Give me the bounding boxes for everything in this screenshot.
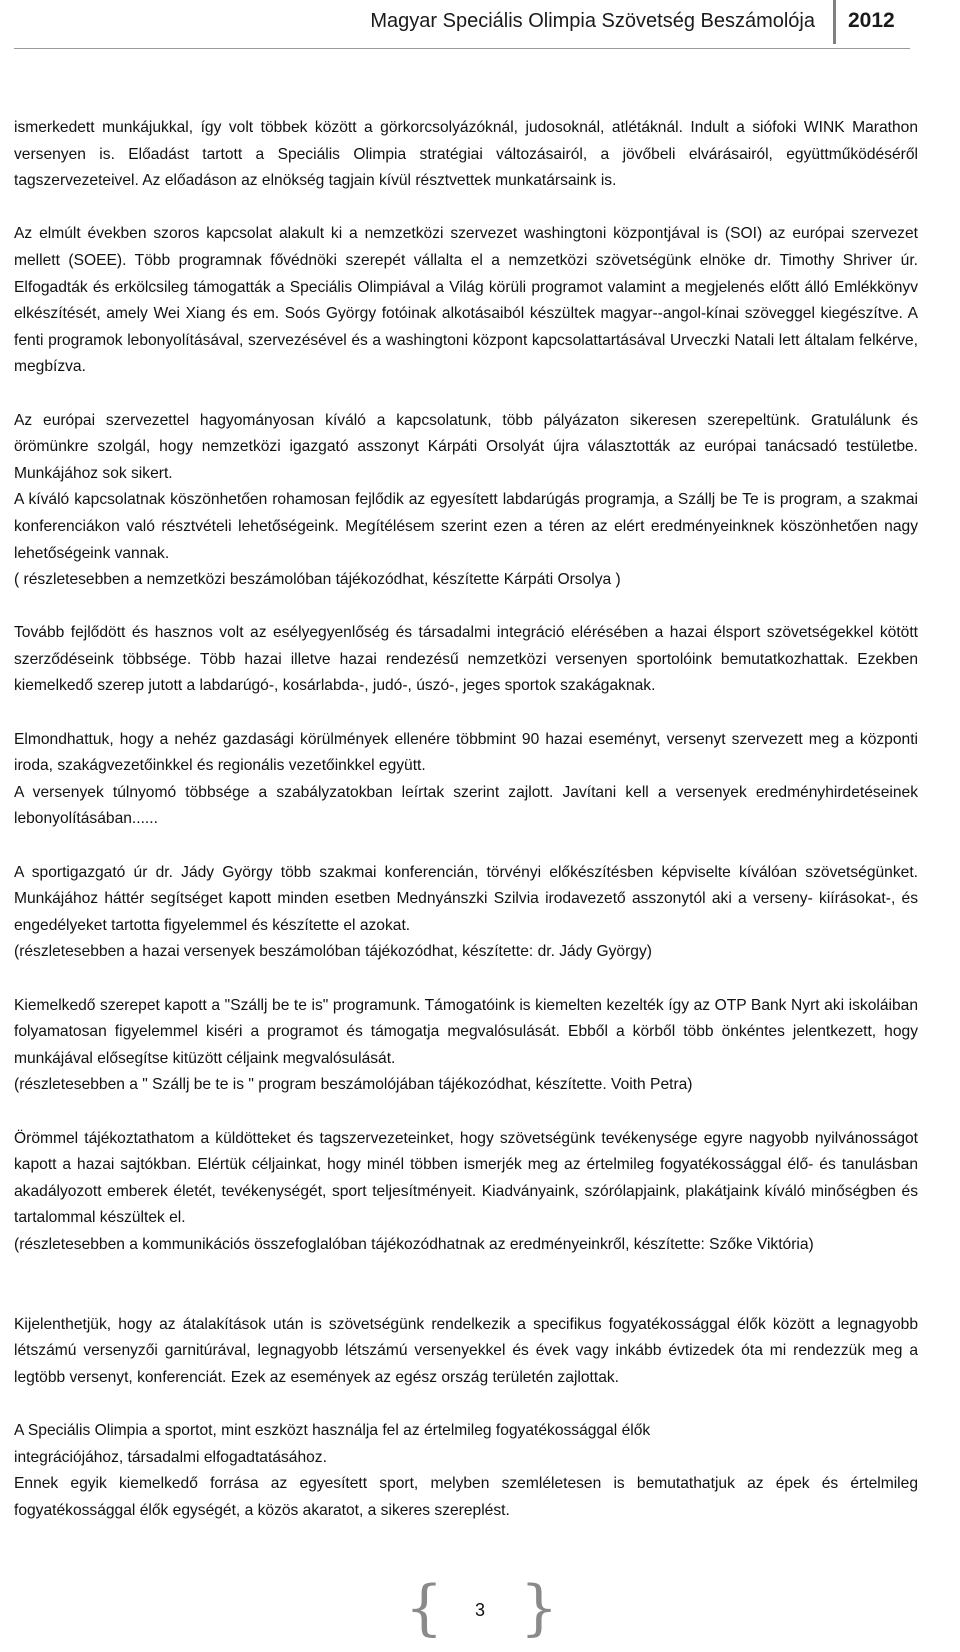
paragraph: Az európai szervezettel hagyományosan kíváló a kapcsolatunk, több pályázaton sikeresen szerepeltünk. Gratulálunk és örömünkre szolgál, hogy nemzetközi igazgató asszonyt Kárpáti Orsolyát újra választották az európai tanácsadó testületbe. Munkájához sok sikert. [14, 411, 918, 482]
right-brace-ornament: } [520, 1573, 559, 1643]
paragraph: (részletesebben a hazai versenyek beszámolóban tájékozódhat, készítette: dr. Jády György) [14, 943, 652, 961]
paragraph: Tovább fejlődött és hasznos volt az esélyegyenlőség és társadalmi integráció elérésében a hazai élsport szövetségekkel kötött szerződéseink többsége. Több hazai illetve hazai rendezésű nemzetközi versenyen sportolóink bemutatkozhattak. Ezekben kiemelkedő szerep jutott a labdarúgó-, kosárlabda-, judó-, úszó-, jeges sportok szakágaknak. [14, 624, 918, 695]
paragraph: Kiemelkedő szerepet kapott a "Szállj be te is" programunk. Támogatóink is kiemelten kezelték így az OTP Bank Nyrt aki iskoláiban folyamatosan figyelemmel kiséri a programot és támogatja megvalósulását. Ebből a körből több önkéntes jelentkezett, hogy munkájával elősegítse kitüzött céljaink megvalósulását. [14, 996, 918, 1067]
paragraph: A kíváló kapcsolatnak köszönhetően rohamosan fejlődik az egyesített labdarúgás programja, a Szállj be Te is program, a szakmai konferenciákon való résztvételi lehetőségeink. Megítélésem szerint ezen a téren az elért eredményeinknek köszönhetően nagy lehetőségeink vannak. [14, 491, 918, 562]
paragraph: Az elmúlt években szoros kapcsolat alakult ki a nemzetközi szervezet washingtoni központjával is (SOI) az európai szervezet mellett (SOEE). Több programnak fővédnöki szerepét vállalta el a nemzetközi szövetségünk elnöke dr. Timothy Shriver úr. Elfogadták és erkölcsileg támogatták a Speciális Olimpiával a Világ körüli programot valamint a megjelenés előtt álló Emlékkönyv elkészítését, amely Wei Xiang és em. Soós György fotóinak alkotásaiból készültek magyar--angol-kínai szöveggel kiegészítve. A fenti programok lebonyolításával, szervezésével és a washingtoni központ kapcsolattartásával Urveczki Natali lett általam felkérve, megbízva. [14, 225, 918, 376]
paragraph: Kijelenthetjük, hogy az átalakítások után is szövetségünk rendelkezik a specifikus fogyatékossággal élők között a legnagyobb létszámú versenyzői garnitúrával, legnagyobb létszámú versenyekkel és évek vagy inkább évtizedek óta mi rendezzük meg a legtöbb versenyt, konferenciát. Ezek az események az egész ország területén zajlottak. [14, 1315, 918, 1386]
paragraph: ismerkedett munkájukkal, így volt többek között a görkorcsolyázóknál, judosoknál, atlétáknál. Indult a siófoki WINK Marathon versenyen is. Előadást tartott a Speciális Olimpia stratégiai változásairól, a jövőbeli elvárásairól, együttműködéséről tagszervezeteivel. Az előadáson az elnökség tagjain kívül résztvettek munkatársaink is. [14, 119, 918, 190]
header-rule [14, 48, 910, 49]
header-year: 2012 [848, 9, 895, 32]
paragraph: integrációjához, társadalmi elfogadtatásához. [14, 1448, 327, 1466]
header-separator [833, 0, 836, 44]
page-number: 3 [474, 1600, 485, 1620]
page-footer [0, 1575, 960, 1645]
paragraph: A versenyek túlnyomó többsége a szabályzatokban leírtak szerint zajlott. Javítani kell a versenyek eredményhirdetéseinek lebonyolításában...... [14, 783, 918, 828]
paragraph: Ennek egyik kiemelkedő forrása az egyesített sport, melyben szemléletesen is bemutathatjuk az épek és értelmileg fogyatékossággal élők egységét, a közös akaratot, a sikeres szereplést. [14, 1475, 918, 1519]
document-body [14, 115, 918, 1524]
paragraph: A Speciális Olimpia a sportot, mint eszközt használja fel az értelmileg fogyatékossággal élők [14, 1421, 651, 1439]
paragraph: (részletesebben a " Szállj be te is " program beszámolójában tájékozódhat, készítette. Voith Petra) [14, 1076, 693, 1094]
paragraph: ( részletesebben a nemzetközi beszámolóban tájékozódhat, készítette Kárpáti Orsolya ) [14, 571, 621, 589]
header-title: Magyar Speciális Olimpia Szövetség Beszámolója [370, 10, 815, 32]
left-brace-ornament: { [405, 1573, 444, 1643]
paragraph: Elmondhattuk, hogy a nehéz gazdasági körülmények ellenére többmint 90 hazai eseményt, versenyt szervezett meg a központi iroda, szakágvezetőinkkel és regionális vezetőinkkel együtt. [14, 730, 918, 775]
paragraph: A sportigazgató úr dr. Jády György több szakmai konferencián, törvényi előkészítésben képviselte kíválóan szövetségünket. Munkájához háttér segítséget kapott minden esetben Mednyánszki Szilvia irodavezető asszonytól aki a verseny- kiírásokat-, és engedélyeket tartotta figyelemmel és készítette el azokat. [14, 863, 918, 934]
paragraph: Örömmel tájékoztathatom a küldötteket és tagszervezeteinket, hogy szövetségünk tevékenysége egyre nagyobb nyilvánosságot kapott a hazai sajtókban. Elértük céljainkat, hogy minél többen ismerjék meg az értelmileg fogyatékossággal élő- és tanulásban akadályozott emberek életét, tevékenységét, sport teljesítményeit. Kiadványaink, szórólapjaink, plakátjaink kíváló minőségben és tartalommal készültek el. [14, 1129, 918, 1227]
paragraph: (részletesebben a kommunikációs összefoglalóban tájékozódhatnak az eredményeinkről, készítette: Szőke Viktória) [14, 1235, 814, 1253]
page-header [0, 0, 960, 56]
